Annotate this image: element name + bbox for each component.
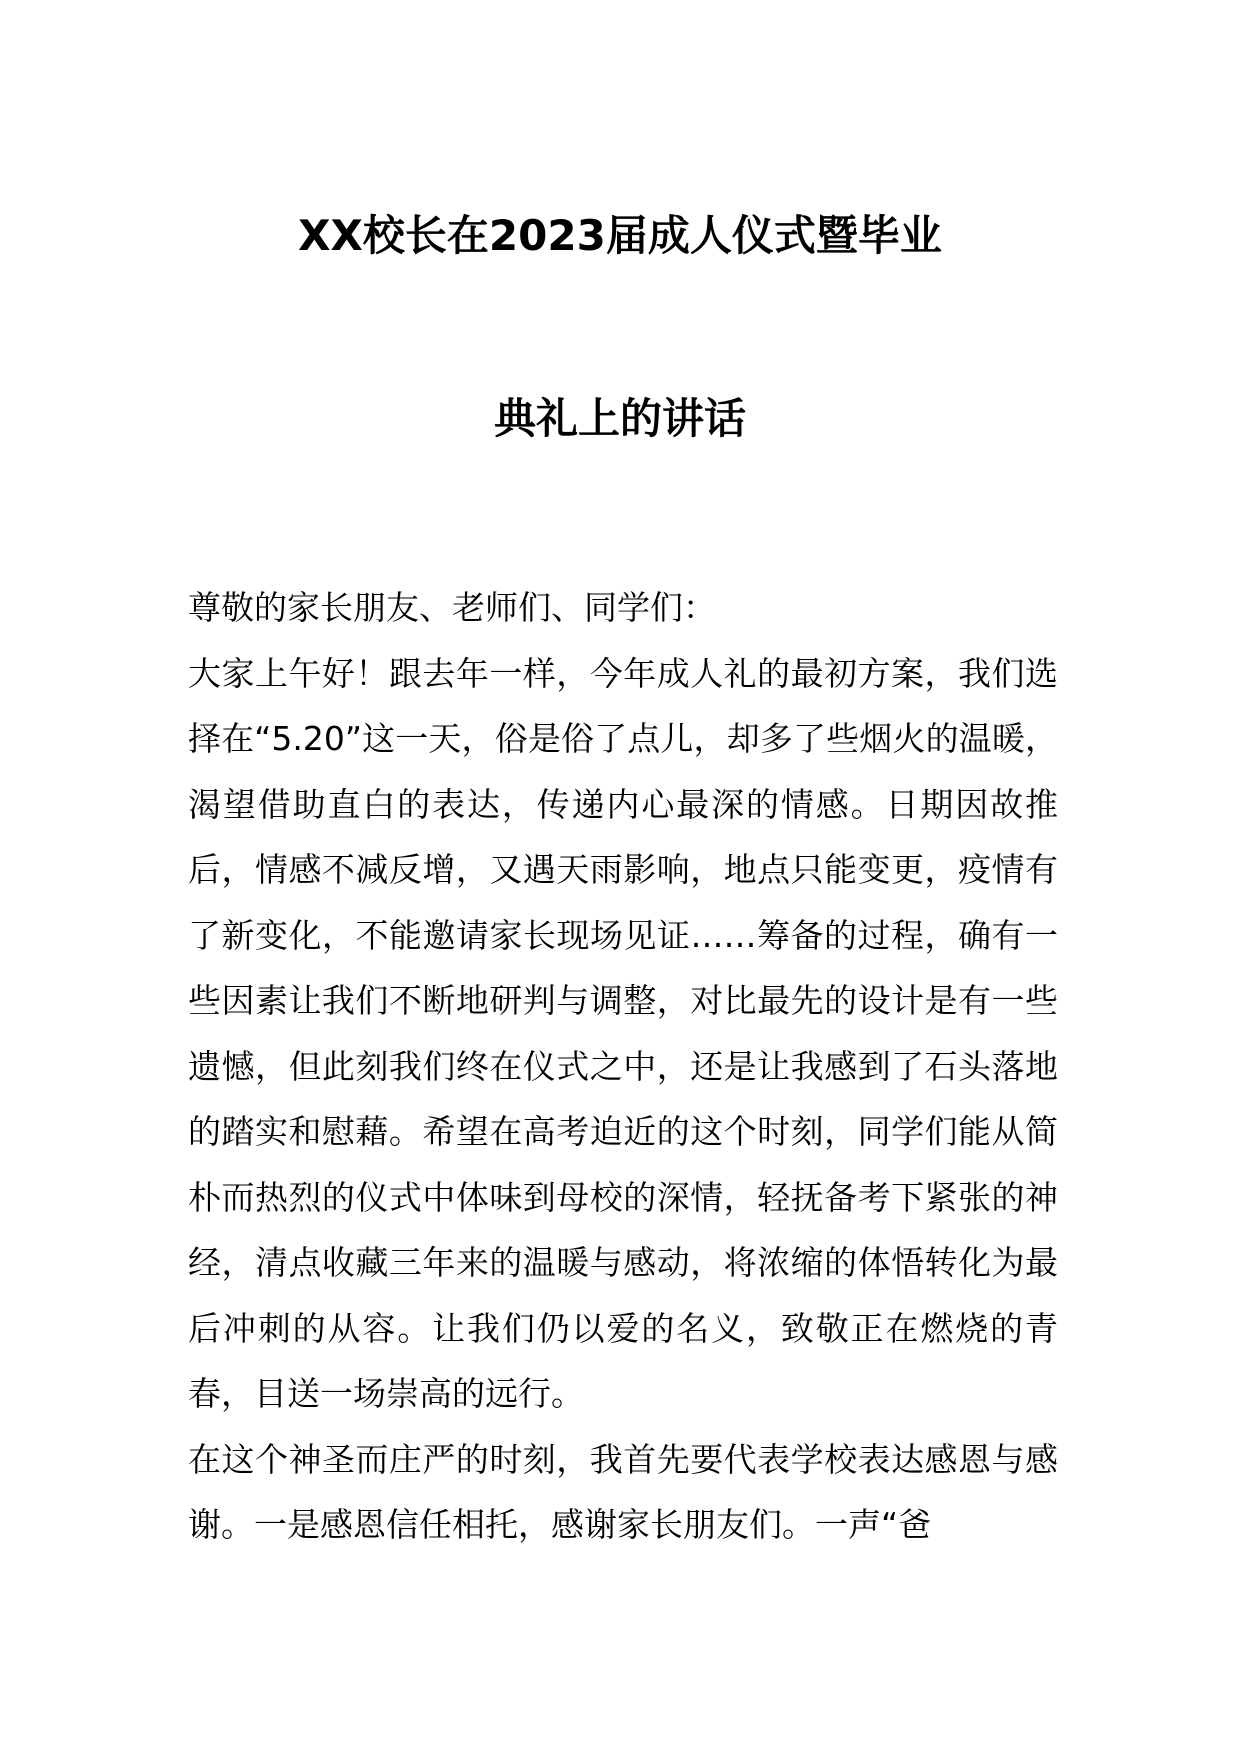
salutation: 尊敬的家长朋友、老师们、同学们： (188, 588, 716, 627)
document-body (188, 575, 1058, 1558)
body-paragraph-2: 在这个神圣而庄严的时刻，我首先要代表学校表达感恩与感谢。一是感恩信任相托，感谢家长朋友们。一声“爸 (188, 1439, 1058, 1544)
document-title-line-1: XX校长在2023届成人仪式暨毕业 (298, 211, 942, 260)
body-paragraph-1: 大家上午好！跟去年一样，今年成人礼的最初方案，我们选择在“5.20”这一天，俗是俗了点儿，却多了些烟火的温暖，渴望借助直白的表达，传递内心最深的情感。日期因故推后，情感不减反增，又遇天雨影响，地点只能变更，疫情有了新变化，不能邀请家长现场见证……筹备的过程，确有一些因素让我们不断地研判与调整，对比最先的设计是有一些遗憾，但此刻我们终在仪式之中，还是让我感到了石头落地的踏实和慰藉。希望在高考迫近的这个时刻，同学们能从简朴而热烈的仪式中体味到母校的深情，轻抚备考下紧张的神经，清点收藏三年来的温暖与感动，将浓缩的体悟转化为最后冲刺的从容。让我们仍以爱的名义，致敬正在燃烧的青春，目送一场崇高的远行。 (188, 653, 1058, 1413)
document-title-line-2: 典礼上的讲话 (493, 394, 746, 443)
